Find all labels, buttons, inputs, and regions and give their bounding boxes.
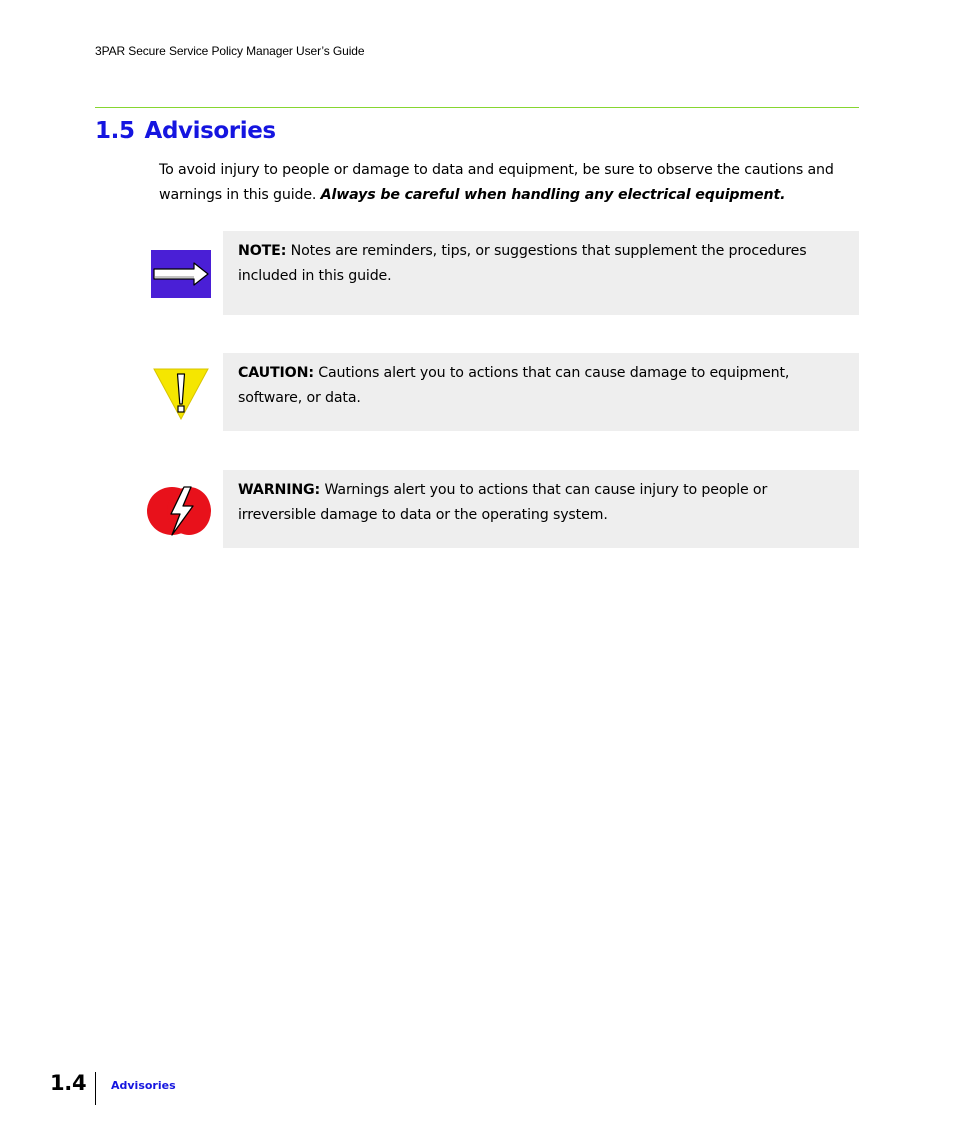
note-text xyxy=(238,239,844,289)
note-box xyxy=(223,231,859,315)
note-body: Notes are reminders, tips, or suggestions that supplement the procedures included in this guide. xyxy=(238,243,807,284)
warning-box xyxy=(223,470,859,548)
section-title-text: Advisories xyxy=(144,118,276,144)
lightning-icon xyxy=(145,484,213,538)
page-number: 1.4 xyxy=(50,1071,87,1095)
warning-body: Warnings alert you to actions that can cause injury to people or irreversible damage to data or the operating system. xyxy=(238,482,768,523)
intro-text: To avoid injury to people or damage to data and equipment, be sure to observe the cautions and warnings in this guide. xyxy=(159,162,834,203)
header-rule xyxy=(95,107,859,108)
caution-body: Cautions alert you to actions that can cause damage to equipment, software, or data. xyxy=(238,365,790,406)
intro-emphasis: Always be careful when handling any electrical equipment. xyxy=(320,187,786,203)
arrow-right-icon xyxy=(151,250,211,298)
running-header: 3PAR Secure Service Policy Manager User’s Guide xyxy=(95,44,365,58)
caution-label: CAUTION: xyxy=(238,365,314,381)
intro-paragraph xyxy=(159,158,859,208)
footer-section-link[interactable]: Advisories xyxy=(111,1079,176,1092)
note-label: NOTE: xyxy=(238,243,287,259)
caution-box xyxy=(223,353,859,431)
caution-icon xyxy=(153,368,209,420)
section-number: 1.5 xyxy=(95,118,135,144)
section-title xyxy=(95,118,276,144)
caution-text xyxy=(238,361,844,411)
footer-divider xyxy=(95,1072,96,1105)
warning-text xyxy=(238,478,844,528)
warning-label: WARNING: xyxy=(238,482,321,498)
